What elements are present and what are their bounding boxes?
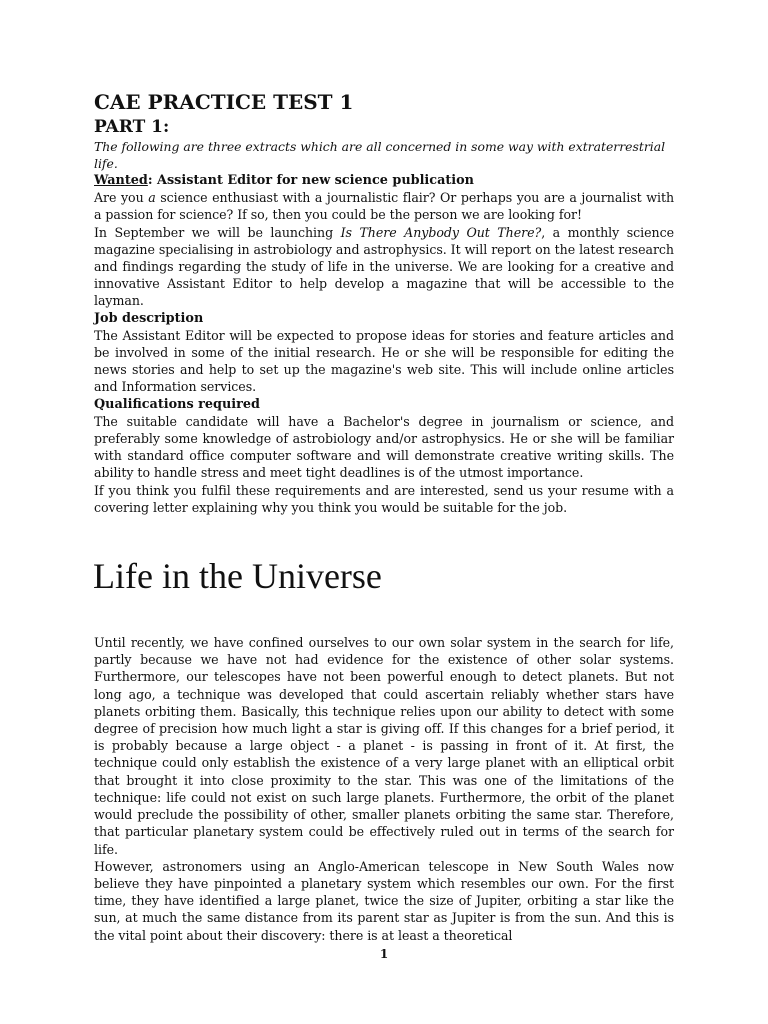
- article-heading: Life in the Universe: [93, 556, 382, 597]
- intro-text: The following are three extracts which are all concerned in some way with extraterrestrial life.: [94, 139, 666, 171]
- document-page: [94, 88, 674, 944]
- page-title: CAE PRACTICE TEST 1: [94, 90, 354, 114]
- ad-paragraph-2: In September we will be launching Is There Anybody Out There?, a monthly science magazine specialising in astrobiology and astrophysics. It will report on the latest research and findings regarding the study of life in the universe. We are looking for a creative and innovative Assistant Editor to help develop a magazine that will be accessible to the layman.: [94, 224, 674, 309]
- closing-text: If you think you fulfil these requirements and are interested, send us your resume with a covering letter explaining why you think you would be suitable for the job.: [94, 482, 674, 515]
- qualifications-heading: Qualifications required: [94, 396, 260, 412]
- job-description-text: The Assistant Editor will be expected to propose ideas for stories and feature articles and be involved in some of the initial research. He or she will be responsible for editing the news stories and help to set up the magazine's web site. This will include online articles and Information services.: [94, 327, 674, 395]
- page-number: 1: [379, 947, 389, 961]
- ad-paragraph-1: Are you a science enthusiast with a journalistic flair? Or perhaps you are a journalist with a passion for science? If so, then you could be the person we are looking for!: [94, 190, 675, 223]
- job-description-heading: Job description: [94, 310, 204, 326]
- qualifications-text: The suitable candidate will have a Bachelor's degree in journalism or science, and preferably some knowledge of astrobiology and/or astrophysics. He or she will be familiar with standard office computer software and will demonstrate creative writing skills. The ability to handle stress and meet tight deadlines is of the utmost importance.: [94, 413, 674, 481]
- job-ad-heading: [94, 172, 674, 189]
- article-paragraph-2: However, astronomers using an Anglo-American telescope in New South Wales now believe they have pinpointed a planetary system which resembles our own. For the first time, they have identified a large planet, twice the size of Jupiter, orbiting a star like the sun, at much the same distance from its parent star as Jupiter is from the sun. And this is the vital point about their discovery: there is at least a theoretical: [94, 858, 674, 943]
- article-paragraph-1: Until recently, we have confined ourselves to our own solar system in the search for life, partly because we have not had evidence for the existence of other solar systems. Furthermore, our telescopes have not been powerful enough to detect planets. But not long ago, a technique was developed that could ascertain reliably whether stars have planets orbiting them. Basically, this technique relies upon our ability to detect with some degree of precision how much light a star is giving off. If this changes for a brief period, it is probably because a large object - a planet - is passing in front of it. At first, the technique could only establish the existence of a very large planet with an elliptical orbit that brought it into close proximity to the star. This was one of the limitations of the technique: life could not exist on such large planets. Furthermore, the orbit of the planet would preclude the possibility of other, smaller planets orbiting the same star. Therefore, that particular planetary system could be effectively ruled out in terms of the search for life.: [94, 635, 674, 857]
- wanted-title: : Assistant Editor for new science publication: [147, 173, 474, 188]
- part-heading: PART 1:: [94, 117, 170, 137]
- wanted-label: Wanted: [94, 173, 148, 188]
